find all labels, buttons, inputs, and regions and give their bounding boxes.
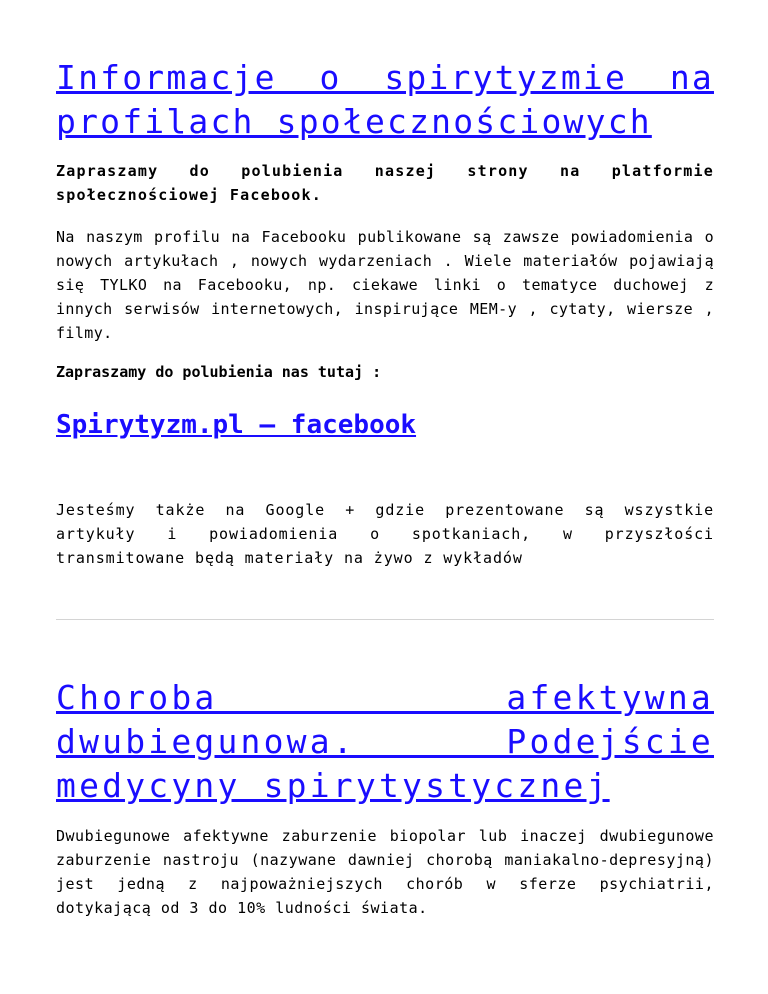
post-title-link[interactable]: Choroba afektywna dwubiegunowa. Podejście medycyny spirytystycznej bbox=[56, 678, 714, 805]
post-title bbox=[56, 56, 714, 144]
google-plus-text: Jesteśmy także na Google + gdzie prezentowane są wszystkie artykuły i powiadomienia o spotkaniach, w przyszłości transmitowane będą materiały na żywo z wykładów bbox=[56, 501, 714, 567]
post-title-link[interactable]: Informacje o spirytyzmie na profilach społecznościowych bbox=[56, 58, 714, 141]
facebook-link-heading bbox=[56, 408, 416, 442]
post-title bbox=[56, 676, 714, 808]
invite-text: Zapraszamy do polubienia nas tutaj : bbox=[56, 363, 382, 381]
facebook-intro: Zapraszamy do polubienia naszej strony na platformie społecznościowej Facebook. bbox=[56, 162, 714, 204]
facebook-link[interactable]: Spirytyzm.pl – facebook bbox=[56, 410, 417, 440]
post-divider bbox=[56, 619, 714, 620]
post-excerpt: Dwubiegunowe afektywne zaburzenie biopolar lub inaczej dwubiegunowe zaburzenie nastroju (nazywane dawniej chorobą maniakalno-depresyjną) jest jedną z najpoważniejszych chorób w sferze psychiatrii, dotykającą od 3 do 10% ludności świata. bbox=[56, 827, 714, 917]
facebook-description: Na naszym profilu na Facebooku publikowane są zawsze powiadomienia o nowych artykułach , nowych wydarzeniach . Wiele materiałów pojawiają się TYLKO na Facebooku, np. ciekawe linki o tematyce duchowej z innych serwisów internetowych, inspirujące MEM-y , cytaty, wiersze , filmy. bbox=[56, 228, 714, 342]
